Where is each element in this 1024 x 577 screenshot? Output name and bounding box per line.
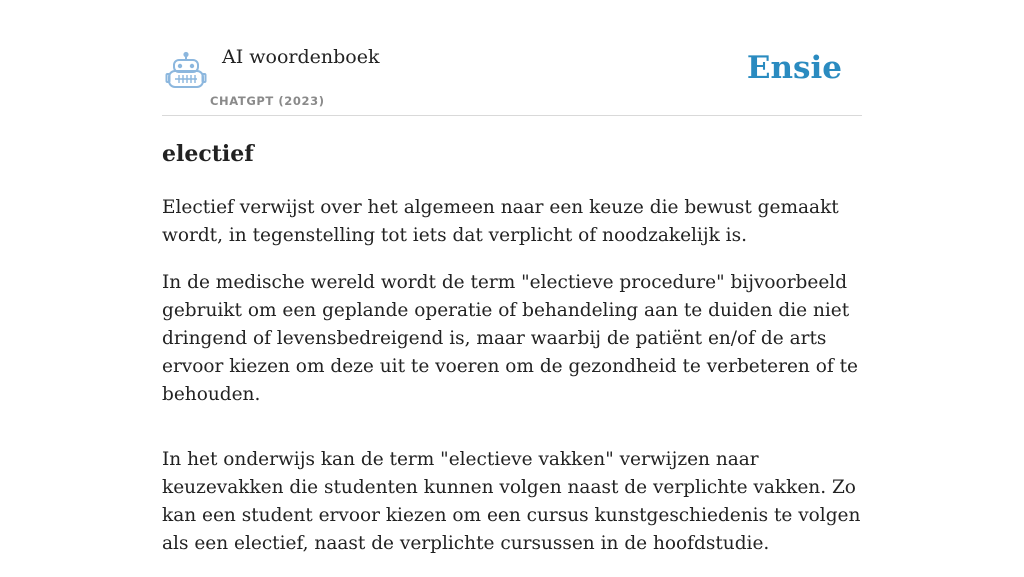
definition-paragraph: In het onderwijs kan de term "electieve vakken" verwijzen naar keuzevakken die studenten kunnen volgen naast de verplichte vakken. Zo kan een student ervoor kiezen om een cursus kunstgeschiedenis te volgen als een electief, naast de verplichte cursussen in de hoofdstudie. <box>162 449 861 554</box>
robot-icon <box>166 52 206 90</box>
entry-content <box>162 138 862 577</box>
source-label: CHATGPT (2023) <box>210 94 325 108</box>
dictionary-title[interactable]: AI woordenboek <box>222 46 380 68</box>
ensie-logo[interactable]: Ensie <box>746 50 842 86</box>
entry-header <box>162 40 862 116</box>
definition-paragraph: In de medische wereld wordt de term "electieve procedure" bijvoorbeeld gebruikt om een geplande operatie of behandeling aan te duiden die niet dringend of levensbedreigend is, maar waarbij de patiënt en/of de arts ervoor kiezen om deze uit te voeren om de gezondheid te verbeteren of te behouden. <box>162 272 858 405</box>
entry-term: electief <box>162 141 254 167</box>
definition-paragraph: Electief verwijst over het algemeen naar een keuze die bewust gemaakt wordt, in tegenstelling tot iets dat verplicht of noodzakelijk is. <box>162 197 839 246</box>
